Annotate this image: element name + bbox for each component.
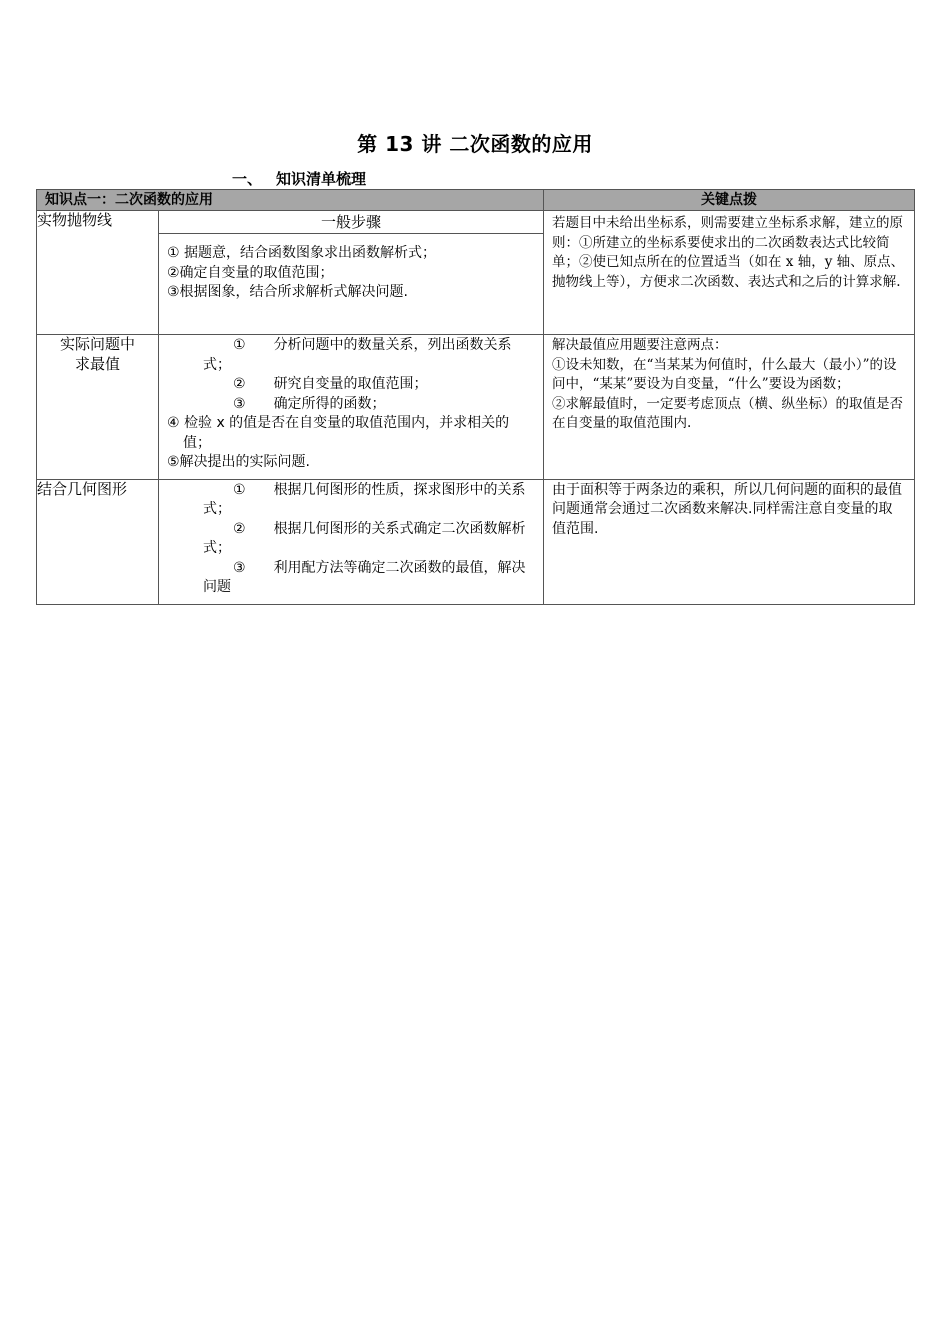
key-cell (544, 335, 915, 480)
step-item: ②确定自变量的取值范围； (167, 264, 334, 281)
step-item: ② 研究自变量的取值范围； (233, 376, 428, 392)
topic-label: 实际问题中 (59, 335, 135, 353)
step-item: ② 根据几何图形的关系式确定二次函数解析式； (203, 520, 526, 556)
step-item: ③ 确定所得的函数； (233, 395, 386, 412)
key-text: 若题目中未给出坐标系，则需要建立坐标系求解，建立的原则：①所建立的坐标系要使求出的二次函数表达式比较简单；②使已知点所在的位置适当（如在 x 轴，y 轴、原点、抛物线上等），方便求二次函数、表达式和之后的计算求解. (552, 215, 905, 290)
steps-cell (159, 335, 544, 480)
key-line: ①设未知数，在“当某某为何值时，什么最大（最小）”的设问中，“某某”要设为自变量，“什么”要设为函数； (552, 356, 897, 392)
topic-label: 结合几何图形 (37, 479, 128, 498)
step-item: ① 据题意，结合函数图象求出函数解析式； (167, 245, 436, 261)
section-number: 一、 (232, 170, 263, 188)
header-key-tips: 关键点拨 (544, 190, 915, 211)
knowledge-table (36, 189, 915, 605)
page-title: 第 13 讲 二次函数的应用 (357, 132, 593, 156)
step-item: ③ 利用配方法等确定二次函数的最值，解决问题 (203, 559, 526, 595)
topic-cell (37, 479, 159, 604)
step-item: ① 分析问题中的数量关系，列出函数关系式； (203, 337, 512, 373)
table-row (37, 335, 915, 480)
topic-cell (37, 211, 159, 335)
topic-label: 求最值 (74, 354, 120, 373)
steps-cell (159, 211, 544, 335)
header-knowledge-point: 知识点一：二次函数的应用 (37, 190, 544, 211)
topic-cell (37, 335, 159, 480)
key-cell (544, 479, 915, 604)
step-item: ③根据图象，结合所求解析式解决问题. (167, 284, 408, 300)
table-row (37, 211, 915, 335)
step-item: ④ 检验 x 的值是否在自变量的取值范围内，并求相关的值； (167, 415, 510, 451)
table-row (37, 479, 915, 604)
steps-title: 一般步骤 (159, 211, 543, 234)
topic-label: 实物抛物线 (37, 211, 113, 229)
table-header-row (37, 190, 915, 211)
step-item: ⑤解决提出的实际问题. (167, 454, 311, 470)
steps-cell (159, 479, 544, 604)
step-item: ① 根据几何图形的性质，探求图形中的关系式； (203, 481, 526, 517)
section-heading (232, 168, 366, 189)
key-line: 解决最值应用题要注意两点： (552, 337, 728, 353)
key-cell (544, 211, 915, 335)
key-line: ②求解最值时，一定要考虑顶点（横、纵坐标）的取值是否在自变量的取值范围内. (552, 395, 903, 431)
key-text: 由于面积等于两条边的乘积，所以几何问题的面积的最值问题通常会通过二次函数来解决.同样需注意自变量的取值范围. (552, 481, 902, 537)
section-label: 知识清单梳理 (276, 170, 367, 188)
